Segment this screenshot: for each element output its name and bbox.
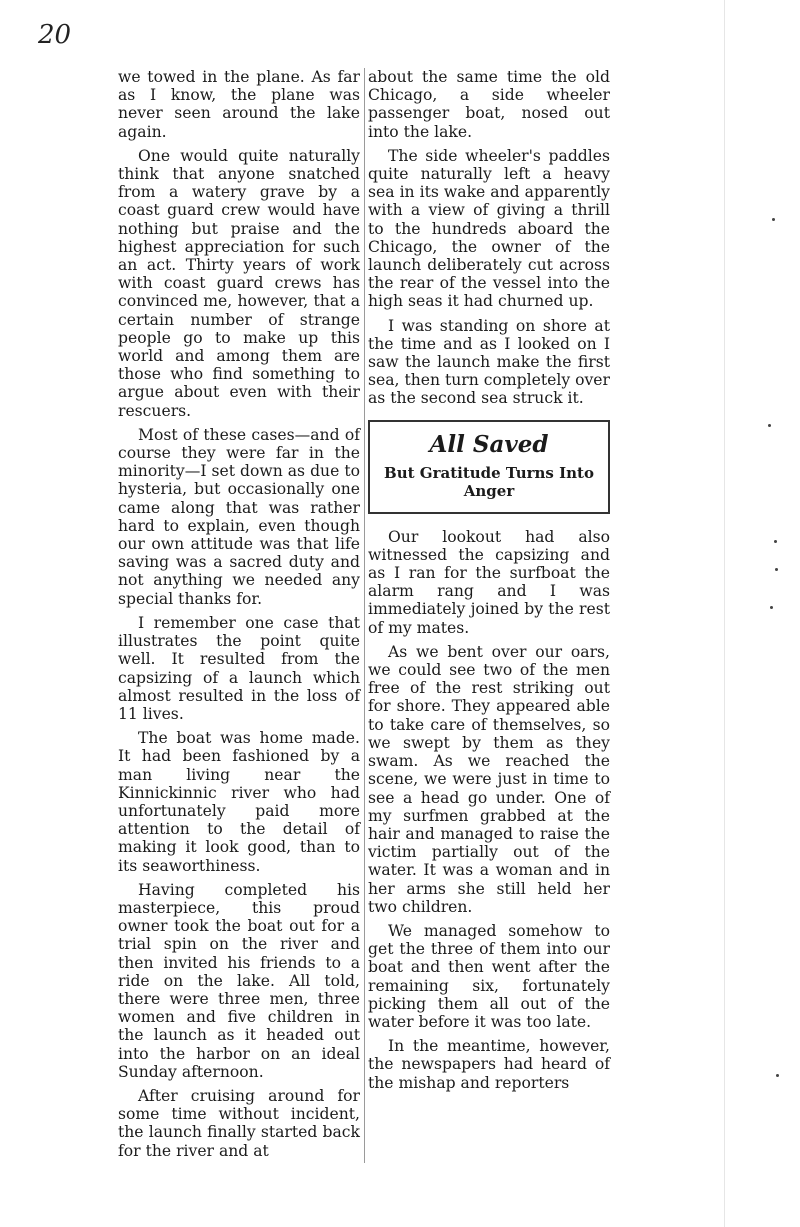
scan-speck: [768, 424, 771, 427]
paragraph: After cruising around for some time without incident, the launch finally started back for the river and at: [118, 1086, 360, 1160]
section-headline-subtitle: But Gratitude Turns Into Anger: [384, 463, 594, 500]
paragraph: we towed in the plane. As far as I know, the plane was never seen around the lake again.: [118, 68, 360, 141]
paragraph: I was standing on shore at the time and as I looked on I saw the launch make the first sea, then turn completely over as the second sea struck it.: [368, 316, 610, 408]
paragraph: The boat was home made. It had been fashioned by a man living near the Kinnickinnic river who had unfortunately paid more attention to the detail of making it look good, than to its seaworthiness.: [118, 729, 360, 875]
paragraph: We managed somehow to get the three of them into our boat and then went after the remaining six, fortunately picking them all out of the water before it was too late.: [368, 921, 610, 1031]
paragraph: The side wheeler's paddles quite naturally left a heavy sea in its wake and apparently with a view of giving a thrill to the hundreds aboard the Chicago, the owner of the launch deliberately cut across the rear of the vessel into the high seas it had churned up.: [368, 146, 610, 311]
paragraph: In the meantime, however, the newspapers had heard of the mishap and reporters: [368, 1037, 610, 1092]
page-number: 20: [38, 20, 72, 50]
scan-speck: [774, 540, 777, 543]
paragraph: One would quite naturally think that anyone snatched from a watery grave by a coast guard crew would have nothing but praise and the highest appreciation for such an act. Thirty years of work with coast guard crews has convinced me, however, that a certain number of strange people go to make up this world and among them are those who find something to argue about even with their rescuers.: [118, 146, 360, 420]
paragraph: about the same time the old Chicago, a side wheeler passenger boat, nosed out into the lake.: [368, 68, 610, 141]
page-edge-line: [724, 0, 725, 1227]
scan-speck: [772, 218, 775, 221]
scan-speck: [770, 606, 773, 609]
paragraph: Most of these cases—and of course they were far in the minority—I set down as due to hysteria, but occasionally one came along that was rather hard to explain, even though our own attitude was that life saving was a sacred duty and not anything we needed any special thanks for.: [118, 425, 360, 608]
paragraph: Our lookout had also witnessed the capsizing and as I ran for the surfboat the alarm rang and I was immediately joined by the rest of my mates.: [368, 527, 610, 637]
left-column: [118, 68, 360, 1166]
paragraph: Having completed his masterpiece, this proud owner took the boat out for a trial spin on the river and then invited his friends to a ride on the lake. All told, there were three men, three women and five children in the launch as it headed out into the harbor on an ideal Sunday afternoon.: [118, 880, 360, 1081]
paragraph: As we bent over our oars, we could see two of the men free of the rest striking out for shore. They appeared able to take care of themselves, so we swept by them as they swam. As we reached the scene, we were just in time to see a head go under. One of my surfmen grabbed at the hair and managed to raise the victim partially out of the water. It was a woman and in her arms she still held her two children.: [368, 642, 610, 916]
section-headline-title: All Saved: [429, 430, 549, 458]
scan-speck: [775, 568, 778, 571]
right-column: [368, 68, 610, 1098]
column-rule: [364, 68, 365, 1163]
scan-speck: [776, 1074, 779, 1077]
paragraph: I remember one case that illustrates the point quite well. It resulted from the capsizing of a launch which almost resulted in the loss of 11 lives.: [118, 613, 360, 723]
section-headline-box: [368, 420, 610, 514]
